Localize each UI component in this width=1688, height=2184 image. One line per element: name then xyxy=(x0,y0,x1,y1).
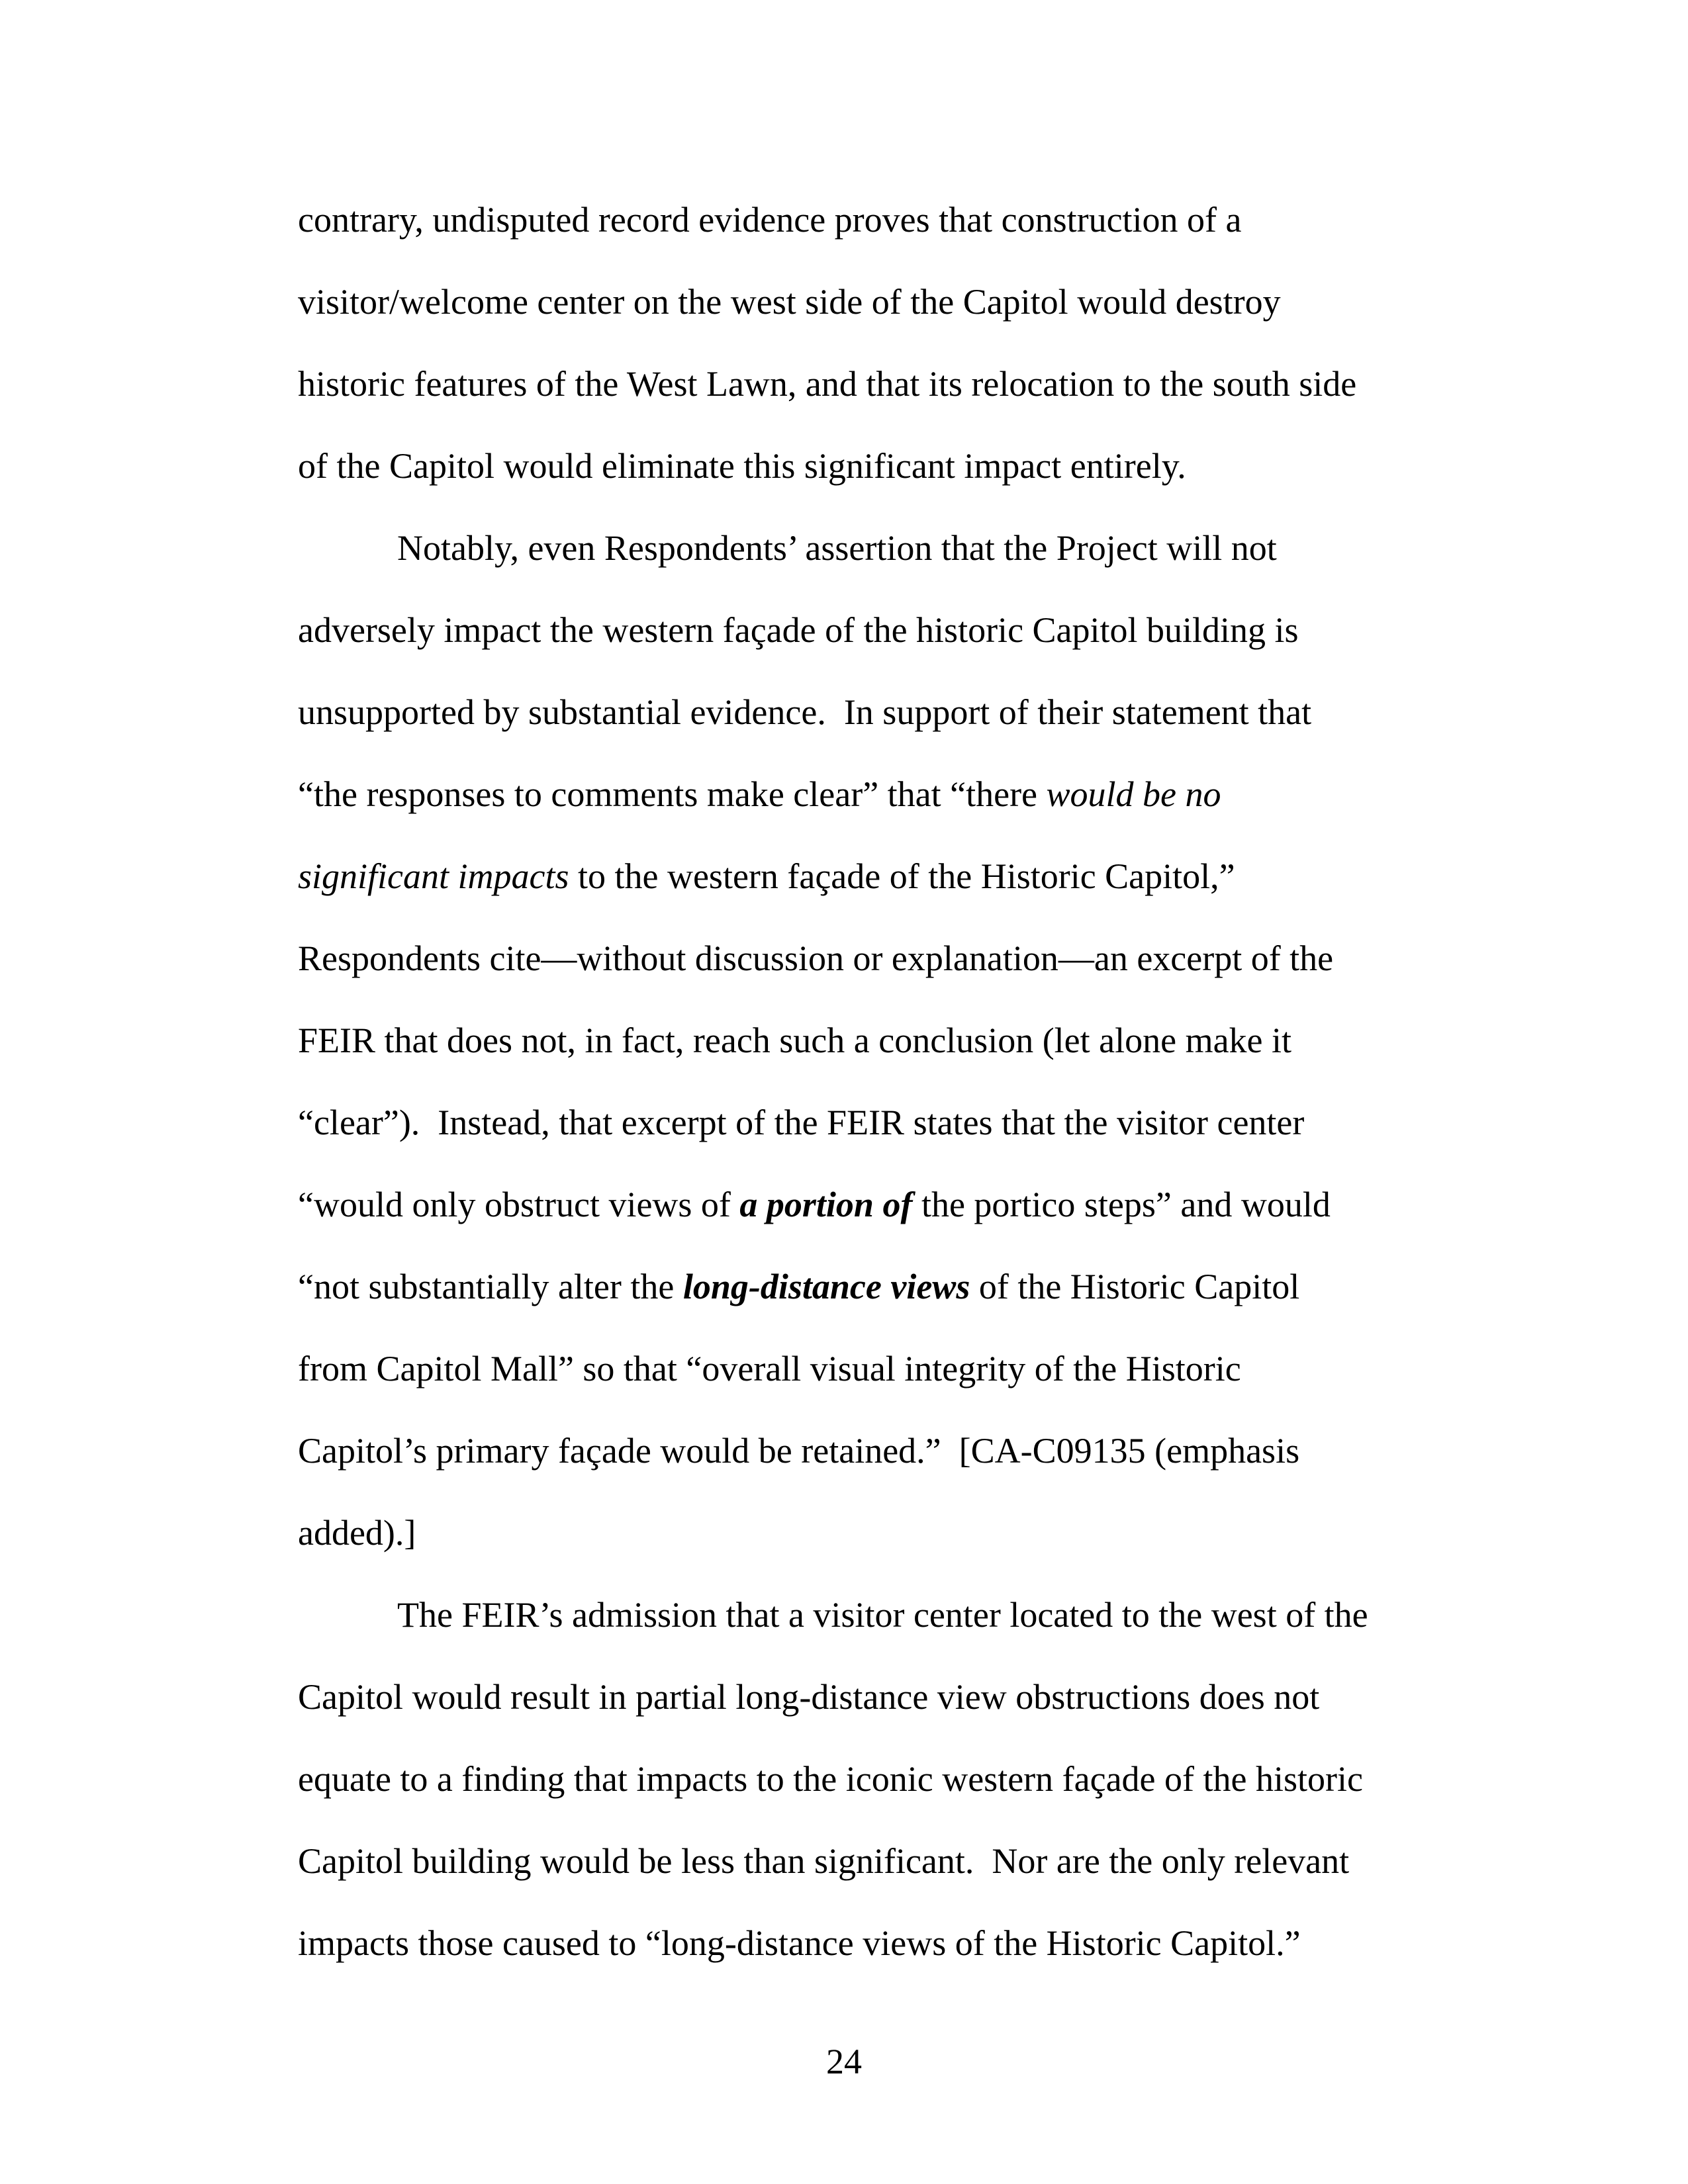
text-segment: significant impacts xyxy=(298,856,569,896)
text-line xyxy=(298,671,1397,753)
text-line xyxy=(298,425,1397,507)
text-line xyxy=(298,1738,1397,1820)
text-line xyxy=(298,1246,1397,1328)
document-body xyxy=(298,179,1397,1984)
text-segment: historic features of the West Lawn, and that its relocation to the south side xyxy=(298,364,1357,404)
text-line xyxy=(298,1081,1397,1163)
text-line xyxy=(298,507,1397,589)
text-segment: Respondents cite—without discussion or explanation—an excerpt of the xyxy=(298,938,1334,978)
text-segment: Capitol building would be less than significant. Nor are the only relevant xyxy=(298,1841,1350,1881)
text-segment: Notably, even Respondents’ assertion that the Project will not xyxy=(397,528,1277,568)
text-segment: of the Historic Capitol xyxy=(970,1267,1300,1306)
text-segment: “clear”). Instead, that excerpt of the FEIR states that the visitor center xyxy=(298,1103,1305,1142)
text-line xyxy=(298,917,1397,999)
text-segment: would be no xyxy=(1046,774,1221,814)
text-segment: impacts those caused to “long-distance views of the Historic Capitol.” xyxy=(298,1923,1301,1963)
text-segment: visitor/welcome center on the west side of the Capitol would destroy xyxy=(298,282,1281,322)
text-segment: Capitol’s primary façade would be retained.” [CA-C09135 (emphasis xyxy=(298,1431,1300,1471)
text-line xyxy=(298,261,1397,343)
text-segment: adversely impact the western façade of the historic Capitol building is xyxy=(298,610,1299,650)
text-segment: the portico steps” and would xyxy=(912,1185,1331,1224)
text-segment: of the Capitol would eliminate this significant impact entirely. xyxy=(298,446,1186,486)
text-line xyxy=(298,179,1397,261)
text-line xyxy=(298,1410,1397,1492)
text-segment: FEIR that does not, in fact, reach such a conclusion (let alone make it xyxy=(298,1021,1292,1060)
text-line xyxy=(298,999,1397,1081)
text-line xyxy=(298,1492,1397,1574)
text-line xyxy=(298,1656,1397,1738)
text-segment: “not substantially alter the xyxy=(298,1267,683,1306)
text-line xyxy=(298,1902,1397,1984)
text-line xyxy=(298,1163,1397,1246)
text-segment: contrary, undisputed record evidence proves that construction of a xyxy=(298,200,1242,240)
text-segment: equate to a finding that impacts to the iconic western façade of the historic xyxy=(298,1759,1363,1799)
text-segment: The FEIR’s admission that a visitor center located to the west of the xyxy=(397,1595,1368,1635)
text-segment: from Capitol Mall” so that “overall visual integrity of the Historic xyxy=(298,1349,1241,1388)
text-line xyxy=(298,1328,1397,1410)
text-segment: “would only obstruct views of xyxy=(298,1185,740,1224)
text-line xyxy=(298,835,1397,917)
text-segment: unsupported by substantial evidence. In support of their statement that xyxy=(298,692,1312,732)
text-line xyxy=(298,589,1397,671)
text-segment: added).] xyxy=(298,1513,416,1553)
text-line xyxy=(298,1820,1397,1902)
text-segment: long-distance views xyxy=(682,1267,970,1306)
text-segment: “the responses to comments make clear” that “there xyxy=(298,774,1047,814)
text-segment: a portion of xyxy=(739,1185,913,1224)
text-line xyxy=(298,753,1397,835)
text-segment: to the western façade of the Historic Capitol,” xyxy=(569,856,1235,896)
page-number: 24 xyxy=(826,2042,862,2081)
text-line xyxy=(298,1574,1397,1656)
text-segment: Capitol would result in partial long-distance view obstructions does not xyxy=(298,1677,1320,1717)
text-line xyxy=(298,343,1397,425)
